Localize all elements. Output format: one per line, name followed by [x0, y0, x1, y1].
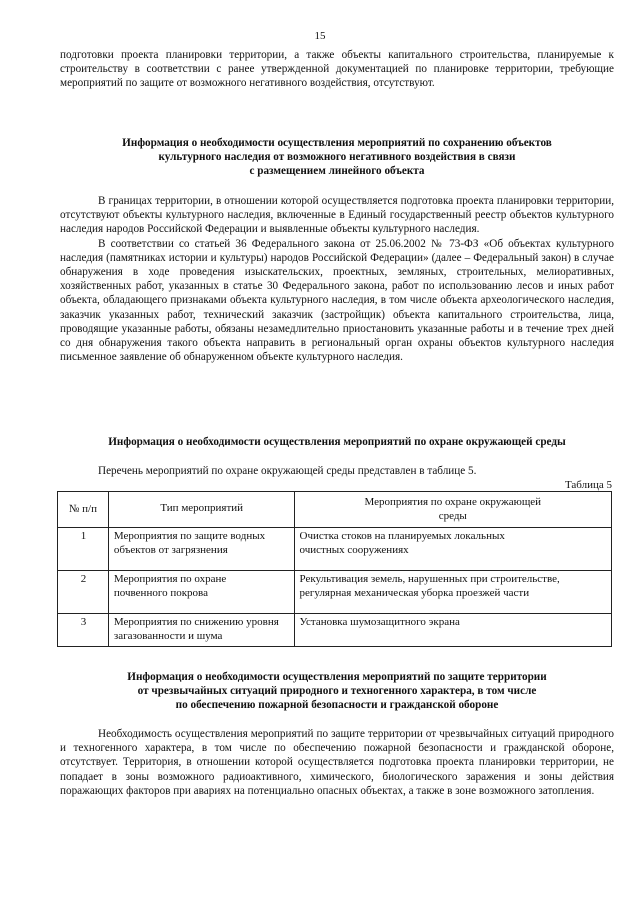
- cell-measures: Рекультивация земель, нарушенных при строительстве, регулярная механическая уборка проезжей части: [294, 571, 611, 614]
- cell-measures: Очистка стоков на планируемых локальных очистных сооружениях: [294, 528, 611, 571]
- heading-line: Информация о необходимости осуществления мероприятий по сохранению объектов: [122, 137, 552, 149]
- cell-measures: Установка шумозащитного экрана: [294, 614, 611, 647]
- section-heading: [60, 136, 614, 179]
- intro-paragraph: подготовки проекта планировки территории, а также объекты капитального строительства, планируемые к строительству в соответствии с ранее утвержденной документацией по планировке территории, требующие мероприятий по защите от возможного негативного воздействия, отсутствуют.: [60, 49, 614, 90]
- heading-line: культурного наследия от возможного негативного воздействия в связи: [158, 151, 516, 164]
- cell-type: Мероприятия по снижению уровня загазованности и шума: [108, 614, 294, 647]
- table-row: [58, 571, 612, 614]
- cell-number: 2: [58, 571, 109, 614]
- section-cultural-heritage-heading: [60, 136, 614, 179]
- heading-line: Информация о необходимости осуществления мероприятий по защите территории: [127, 671, 547, 683]
- heading-line: по обеспечению пожарной безопасности и гражданской обороне: [175, 699, 499, 712]
- section-emergency-heading: [60, 670, 614, 713]
- cell-type: Мероприятия по охране почвенного покрова: [108, 571, 294, 614]
- cell-type: Мероприятия по защите водных объектов от загрязнения: [108, 528, 294, 571]
- paragraph: В границах территории, в отношении которой осуществляется подготовка проекта планировки территории, отсутствуют объекты культурного наследия, включенные в Единый государственный реестр объектов культурного наследия народов Российской Федерации и выявленные объекты культурного наследия.: [60, 195, 614, 236]
- paragraph: Необходимость осуществления мероприятий по защите территории от чрезвычайных ситуаций природного и техногенного характера, в том числе по обеспечению пожарной безопасности и гражданской обороне, отсутствует. Территория, в отношении которой осуществляется подготовка проекта планировки территории, не попадает в зоны возможного радиоактивного, химического, биологического заражения и зоны действия поражающих факторов при авариях на потенциально опасных объектах, а также в зоне возможного затопления.: [60, 728, 614, 797]
- table-row: [58, 614, 612, 647]
- table-header-row: [58, 492, 612, 528]
- table-row: [58, 528, 612, 571]
- cell-number: 3: [58, 614, 109, 647]
- heading-line: от чрезвычайных ситуаций природного и техногенного характера, в том числе: [137, 685, 537, 698]
- section-environment-heading: [60, 435, 614, 449]
- cell-number: 1: [58, 528, 109, 571]
- intro-block: [60, 48, 614, 91]
- col-header-number: № п/п: [58, 492, 109, 528]
- section-emergency-body: [60, 727, 614, 798]
- heading-line: с размещением линейного объекта: [249, 165, 425, 178]
- measures-table: [57, 491, 612, 647]
- paragraph: Перечень мероприятий по охране окружающей среды представлен в таблице 5.: [98, 465, 477, 477]
- table-label: Таблица 5: [564, 479, 612, 491]
- paragraph: В соответствии со статьей 36 Федерального закона от 25.06.2002 № 73-ФЗ «Об объектах культурного наследия (памятниках истории и культуры) народов Российской Федерации» (далее – Федеральный закон) в случае обнаружения в ходе проведения изыскательских, проектных, земляных, строительных, мелиоративных, хозяйственных работ, указанных в статье 30 Федерального закона, работ по использованию лесов и иных работ объекта, обладающего признаками объекта культурного наследия, в том числе объекта археологического наследия, заказчик указанных работ, технический заказчик (застройщик) объекта капитального строительства, лица, проводящие указанные работы, обязаны незамедлительно приостановить указанные работы и в течение трех дней со дня обнаружения такого объекта направить в региональный орган охраны объектов культурного наследия письменное заявление об обнаруженном объекте культурного наследия.: [60, 237, 614, 364]
- section-cultural-heritage-body: [60, 194, 614, 364]
- col-header-type: Тип мероприятий: [108, 492, 294, 528]
- section-heading: Информация о необходимости осуществления мероприятий по охране окружающей среды: [108, 436, 566, 448]
- section-heading: [60, 670, 614, 713]
- section-environment-intro: [60, 464, 614, 478]
- col-header-measures: Мероприятия по охране окружающей среды: [294, 492, 611, 528]
- page-number: 15: [314, 30, 326, 42]
